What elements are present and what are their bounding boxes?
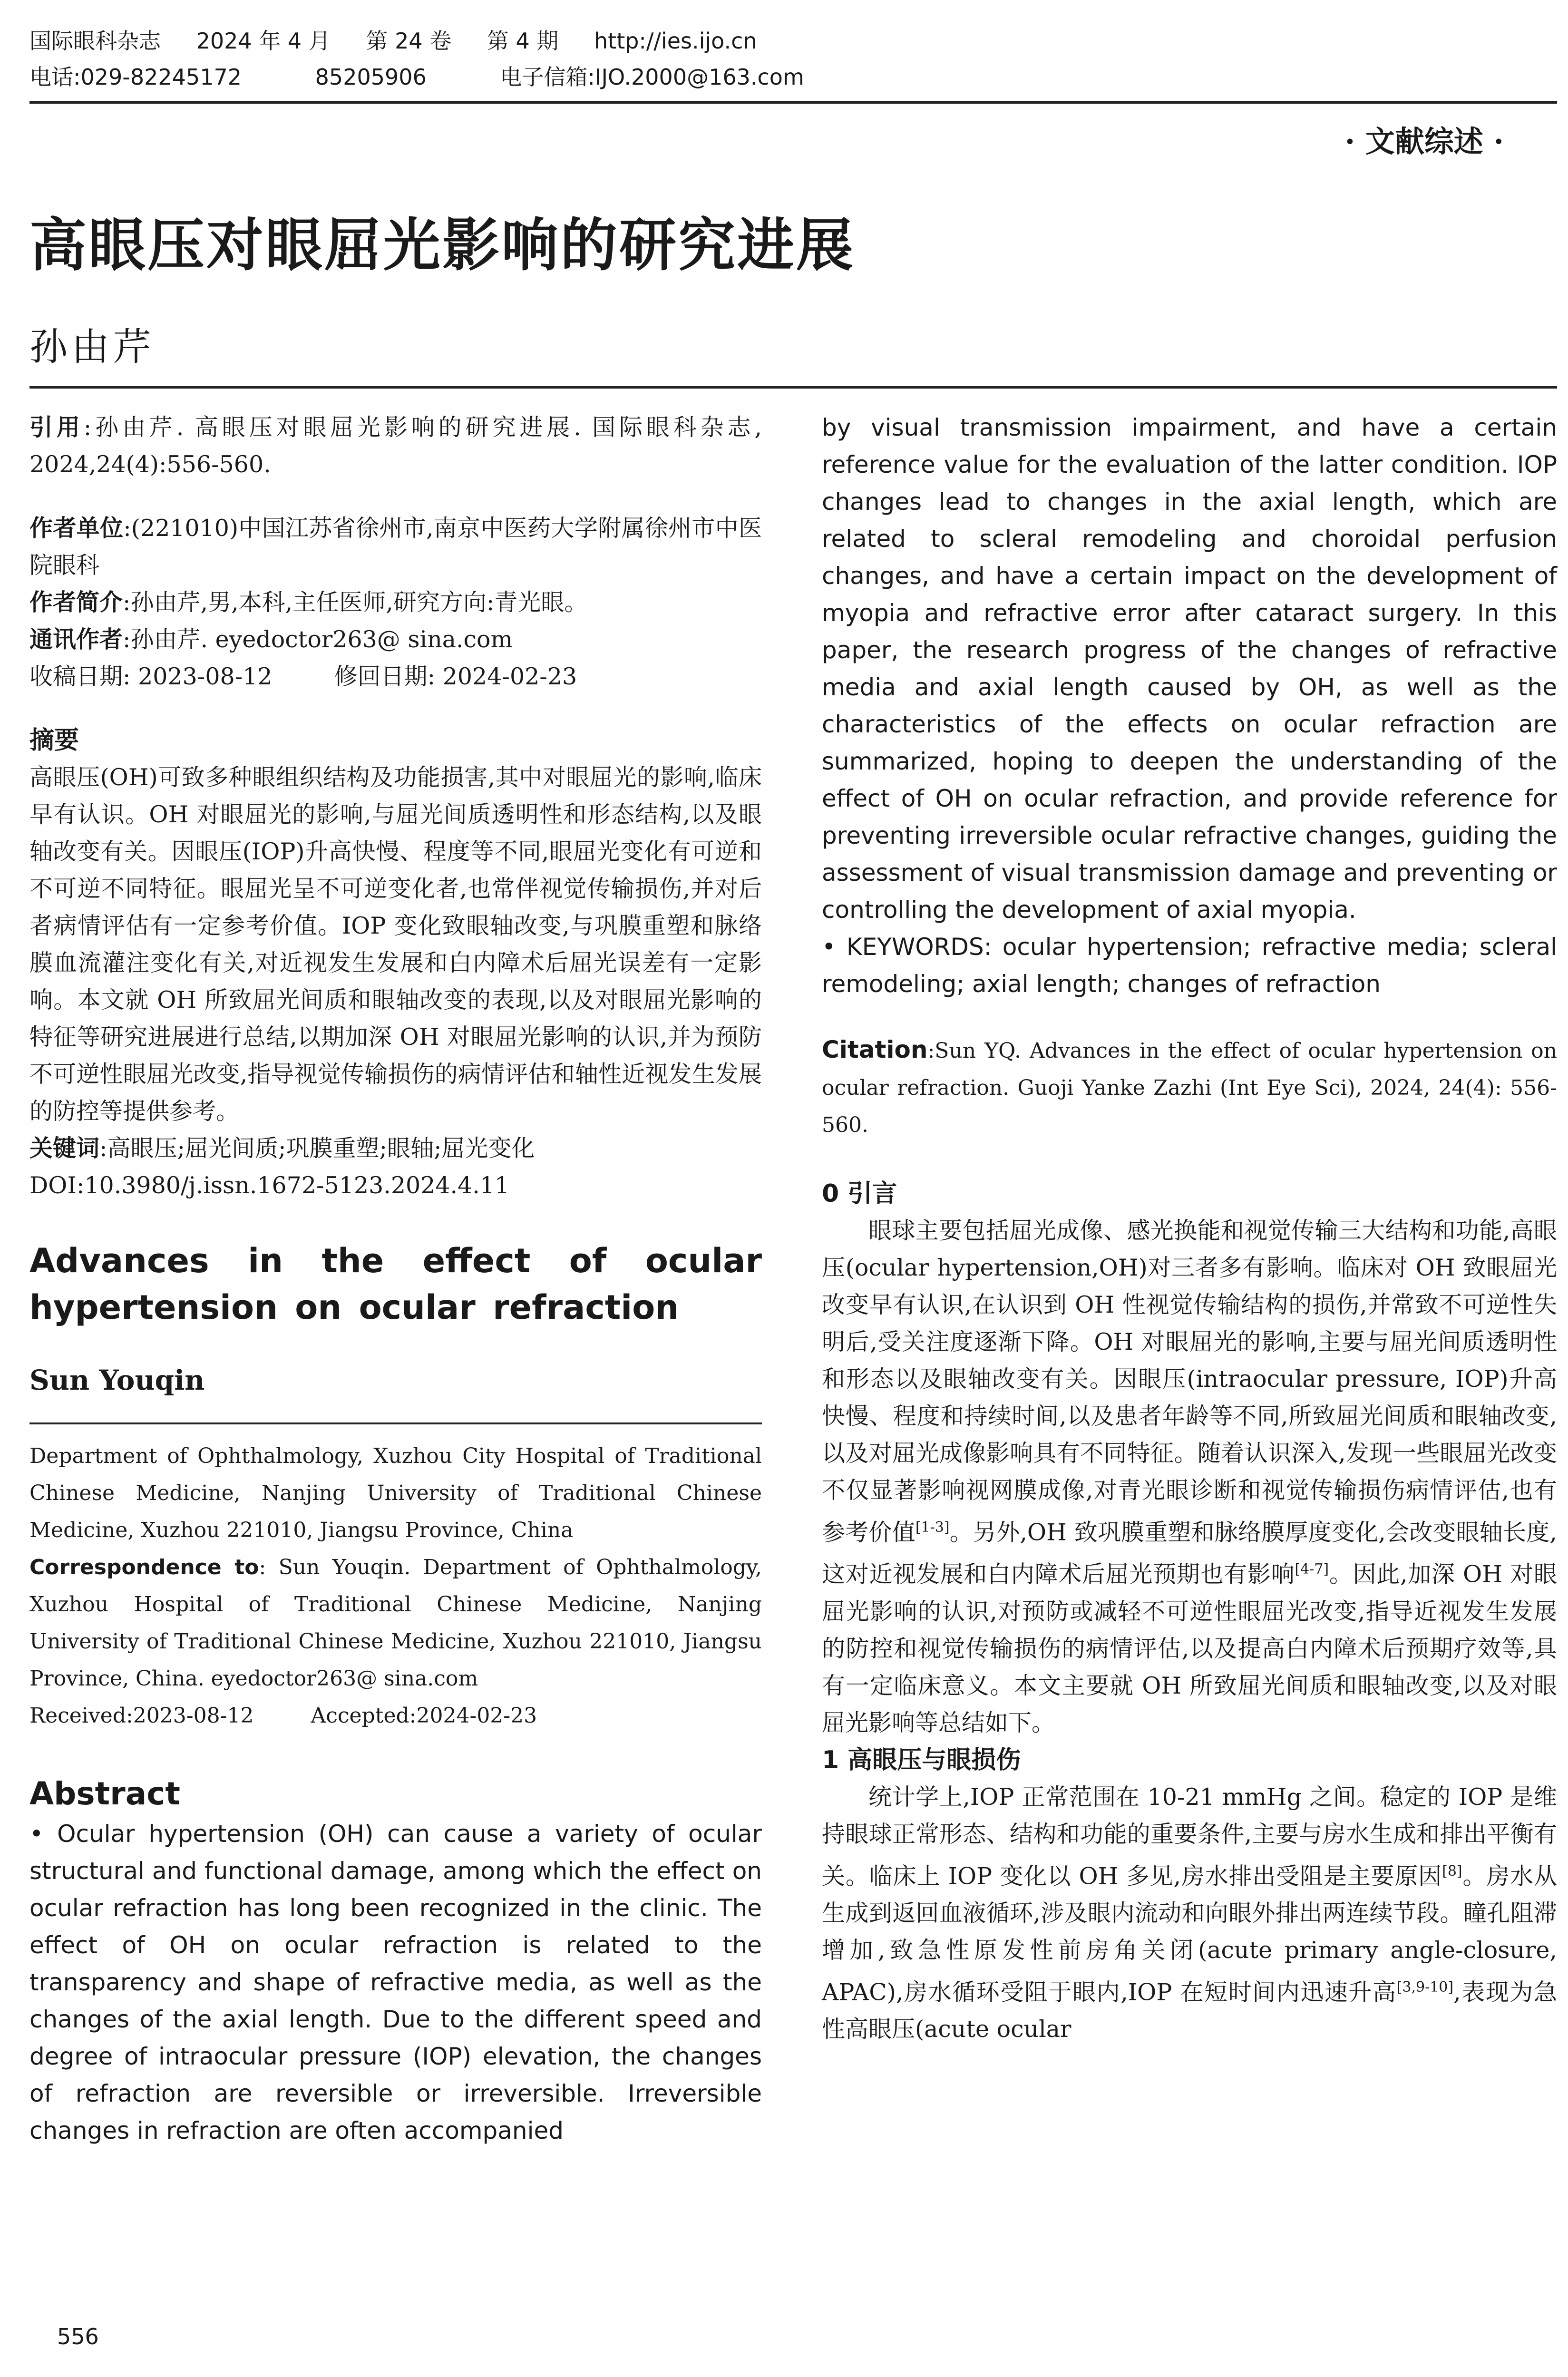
- bio-label: 作者简介: [29, 589, 123, 616]
- corr-label: 通讯作者: [29, 626, 123, 653]
- english-abstract-part2-block: [822, 409, 1557, 1003]
- section1-text-2: 。房水从生成到返回血液循环,涉及眼内流动和向眼外排出两连续节段。瞳孔阻滞增加,致急性原发性前房角关闭(acute primary angle-closure, APAC),房水循环受阻于眼内,IOP 在短时间内迅速升高: [822, 1862, 1557, 2006]
- english-citation-label: Citation: [822, 1036, 928, 1063]
- citation-cn-label: 引用: [29, 414, 84, 441]
- ref-8[interactable]: [8]: [1442, 1862, 1462, 1880]
- english-citation: [822, 1031, 1557, 1144]
- section1-heading: 1 高眼压与眼损伤: [822, 1745, 1021, 1774]
- english-citation-text: :Sun YQ. Advances in the effect of ocular hypertension on ocular refraction. Guoji Yanke Zazhi (Int Eye Sci), 2024, 24(4): 556-560.: [822, 1039, 1557, 1137]
- keywords-cn: :高眼压;屈光间质;巩膜重塑;眼轴;屈光变化: [99, 1135, 535, 1162]
- issue-date: 2024 年 4 月: [196, 28, 331, 54]
- abstract-cn-heading: 摘要: [29, 726, 79, 755]
- english-title: Advances in the effect of ocular hypertension on ocular refraction: [29, 1241, 762, 1327]
- left-column: [29, 409, 762, 2149]
- english-accepted: Accepted:2024-02-23: [311, 1704, 537, 1728]
- intro-text-1: 眼球主要包括屈光成像、感光换能和视觉传输三大结构和功能,高眼压(ocular hypertension,OH)对三者多有影响。临床对 OH 致眼屈光改变早有认识,在认识到 OH 性视觉传输结构的损伤,并常致不可逆性失明后,受关注度逐渐下降。OH 对眼屈光的影响,主要与屈光间质透明性和形态以及眼轴改变有关。因眼压(intraocular pressure, IOP)升高快慢、程度和持续时间,以及患者年龄等不同,所致屈光间质和眼轴改变,以及对屈光成像影响具有不同特征。随着认识深入,发现一些眼屈光改变不仅显著影响视网膜成像,对青光眼诊断和视觉传输损伤病情评估,也有参考价值: [822, 1217, 1557, 1546]
- header-line-2: [29, 59, 1537, 95]
- intro-paragraph: [822, 1212, 1557, 1742]
- english-rule: [29, 1422, 762, 1424]
- bio-text: :孙由芹,男,本科,主任医师,研究方向:青光眼。: [123, 589, 588, 616]
- abstract-cn-text: 高眼压(OH)可致多种眼组织结构及功能损害,其中对眼屈光的影响,临床早有认识。OH 对眼屈光的影响,与屈光间质透明性和形态结构,以及眼轴改变有关。因眼压(IOP)升高快慢、程度等不同,眼屈光变化有可逆和不可逆不同特征。眼屈光呈不可逆变化者,也常伴视觉传输损伤,并对后者病情评估有一定参考价值。IOP 变化致眼轴改变,与巩膜重塑和脉络膜血流灌注变化有关,对近视发生发展和白内障术后屈光误差有一定影响。本文就 OH 所致屈光间质和眼轴改变的表现,以及对眼屈光影响的特征等研究进展进行总结,以期加深 OH 对眼屈光影响的认识,并为预防不可逆性眼屈光改变,指导视觉传输损伤的病情评估和轴性近视发生发展的防控等提供参考。: [29, 764, 762, 1125]
- title-rule: [29, 386, 1557, 389]
- issue-number: 第 4 期: [487, 28, 559, 54]
- ref-4-7[interactable]: [4-7]: [1295, 1561, 1329, 1578]
- english-abstract-heading: Abstract: [29, 1775, 180, 1812]
- citation-cn-text: :孙由芹. 高眼压对眼屈光影响的研究进展. 国际眼科杂志, 2024,24(4):556-560.: [29, 414, 762, 478]
- english-corr-text: : Sun Youqin. Department of Ophthalmology, Xuzhou Hospital of Traditional Chinese Medicine, Nanjing University of Traditional Chinese Medicine, Xuzhou 221010, Jiangsu Province, China. eyedoctor263@ sina.com: [29, 1555, 762, 1691]
- unit-label: 作者单位: [29, 515, 124, 542]
- keywords-cn-label: 关键词: [29, 1135, 100, 1162]
- right-column: [822, 409, 1557, 2048]
- english-abstract-part1: • Ocular hypertension (OH) can cause a variety of ocular structural and functional damage, among which the effect on ocular refraction has long been recognized in the clinic. The effect of OH on ocular refraction is related to the transparency and shape of refractive media, as well as the changes of the axial length. Due to the different speed and degree of intraocular pressure (IOP) elevation, the changes of refraction are reversible or irreversible. Irreversible changes in refraction are often accompanied: [29, 1820, 762, 2144]
- section1-text-3: ,表现为急性高眼压(acute ocular: [822, 1978, 1558, 2043]
- ref-1-3[interactable]: [1-3]: [915, 1519, 950, 1536]
- journal-name: 国际眼科杂志: [29, 28, 161, 54]
- article-title: 高眼压对眼屈光影响的研究进展: [29, 213, 855, 279]
- section1-paragraph: [822, 1779, 1557, 2048]
- english-affiliation-block: [29, 1438, 762, 1734]
- abstract-cn: [29, 722, 762, 1204]
- doi[interactable]: DOI:10.3980/j.issn.1672-5123.2024.4.11: [29, 1172, 510, 1199]
- column-tag: · 文献综述 ·: [1344, 124, 1504, 159]
- author-info: [29, 510, 762, 695]
- english-corr-label: Correspondence to: [29, 1555, 259, 1579]
- intro-section: [822, 1175, 1557, 2048]
- email[interactable]: 电子信箱:IJO.2000@163.com: [500, 64, 804, 90]
- revised-date: 修回日期: 2024-02-23: [334, 663, 577, 690]
- phone-2: 85205906: [315, 64, 427, 90]
- citation-cn: [29, 409, 762, 483]
- ref-3-9-10[interactable]: [3,9-10]: [1396, 1978, 1454, 1996]
- page-number: 556: [57, 2324, 99, 2349]
- header-rule: [29, 101, 1557, 104]
- intro-heading: 0 引言: [822, 1179, 897, 1208]
- corr-text: :孙由芹. eyedoctor263@ sina.com: [123, 626, 513, 653]
- section1-text-1: 统计学上,IOP 正常范围在 10-21 mmHg 之间。稳定的 IOP 是维持眼球正常形态、结构和功能的重要条件,主要与房水生成和排出平衡有关。临床上 IOP 变化以 OH 多见,房水排出受阻是主要原因: [822, 1783, 1557, 1890]
- english-received: Received:2023-08-12: [29, 1704, 254, 1728]
- english-abstract-part1-block: [29, 1815, 762, 2149]
- unit-text: :(221010)中国江苏省徐州市,南京中医药大学附属徐州市中医院眼科: [29, 515, 762, 579]
- english-author: Sun Youqin: [29, 1364, 205, 1396]
- english-abstract-part2: by visual transmission impairment, and have a certain reference value for the evaluation of the latter condition. IOP changes lead to changes in the axial length, which are related to scleral remodeling and choroidal perfusion changes, and have a certain impact on the development of myopia and refractive error after cataract surgery. In this paper, the research progress of the changes of refractive media and axial length caused by OH, as well as the characteristics of the effects on ocular refraction are summarized, hoping to deepen the understanding of the effect of OH on ocular refraction, and provide reference for preventing irreversible ocular refractive changes, guiding the assessment of visual transmission damage and preventing or controlling the development of axial myopia.: [822, 414, 1557, 924]
- english-affiliation: Department of Ophthalmology, Xuzhou City Hospital of Traditional Chinese Medicine, Nanjing University of Traditional Chinese Medicine, Xuzhou 221010, Jiangsu Province, China: [29, 1444, 762, 1542]
- journal-header: [29, 23, 1537, 95]
- english-keywords: • KEYWORDS: ocular hypertension; refractive media; scleral remodeling; axial length; changes of refraction: [822, 933, 1557, 998]
- article-author: 孙由芹: [29, 325, 155, 369]
- received-date: 收稿日期: 2023-08-12: [29, 663, 273, 690]
- intro-text-2: 。另外,OH 致巩膜重塑和脉络膜厚度变化,会改变眼轴长度,这对近视发展和白内障术后屈光预期也有影响: [822, 1519, 1557, 1588]
- phone: 电话:029-82245172: [29, 64, 242, 90]
- header-line-1: [29, 23, 1537, 59]
- journal-url[interactable]: http://ies.ijo.cn: [594, 28, 757, 54]
- intro-text-3: 。因此,加深 OH 对眼屈光影响的认识,对预防或减轻不可逆性眼屈光改变,指导近视发生发展的防控和视觉传输损伤的病情评估,以及提高白内障术后预期疗效等,具有一定临床意义。本文主要就 OH 所致屈光间质和眼轴改变,以及对眼屈光影响等总结如下。: [822, 1560, 1557, 1736]
- volume: 第 24 卷: [366, 28, 452, 54]
